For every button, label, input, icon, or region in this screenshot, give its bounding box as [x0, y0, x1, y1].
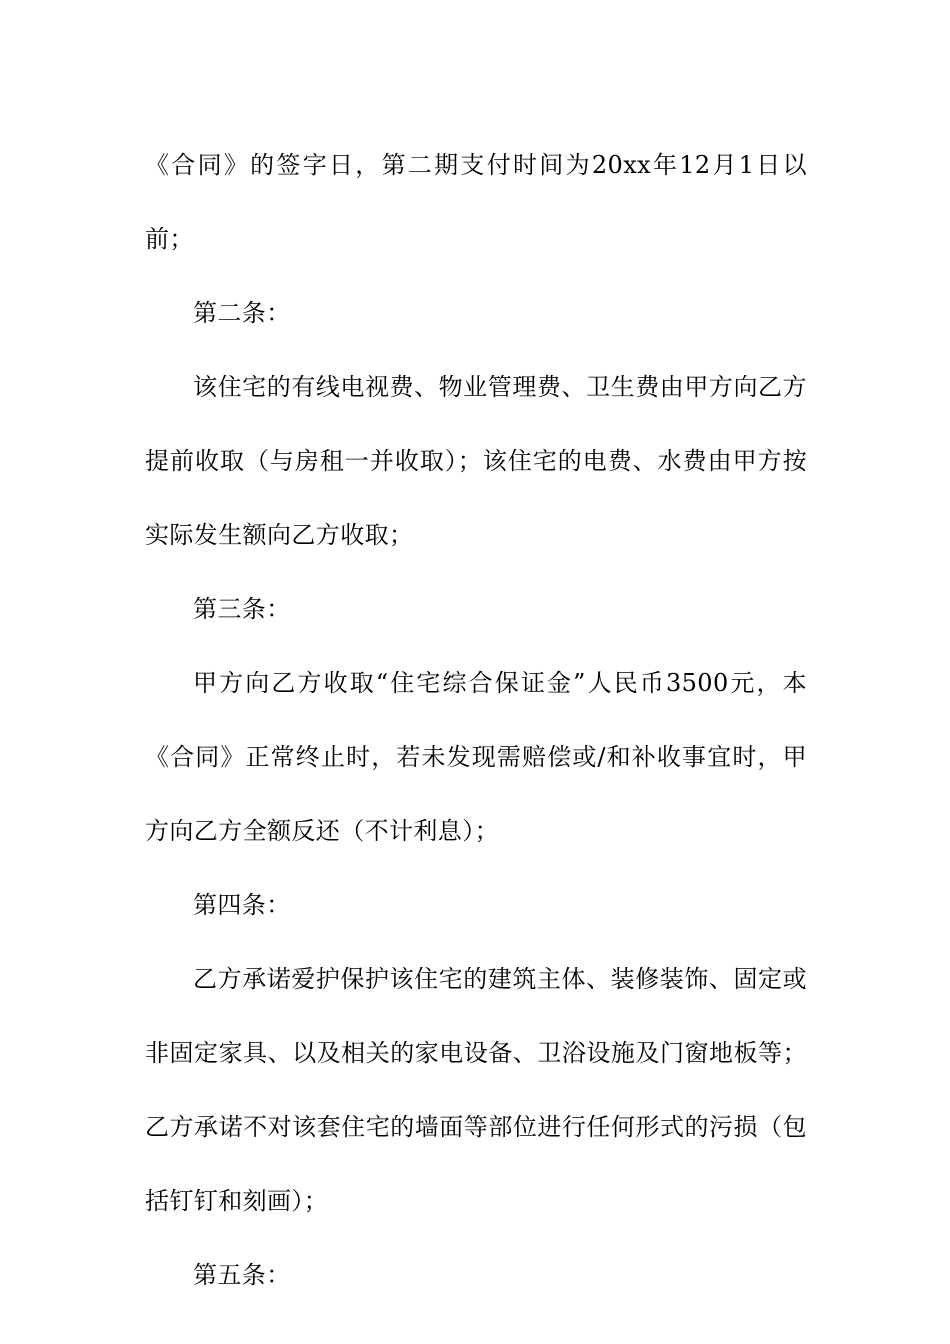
clause-heading-5: 第五条：	[193, 1261, 291, 1289]
clause-4-text: 乙方承诺爱护保护该住宅的建筑主体、装修装饰、固定或非固定家具、以及相关的家电设备、卫浴设施及门窗地板等；乙方承诺不对该套住宅的墙面等部位进行任何形式的污损（包括钉钉和刻画）；	[145, 965, 807, 1215]
paragraph-continuation: 《合同》的签字日，第二期支付时间为20xx年12月1日以前；	[145, 151, 807, 253]
clause-heading-3: 第三条：	[193, 595, 291, 623]
document-body	[145, 128, 807, 1312]
clause-3-text: 甲方向乙方收取“住宅综合保证金”人民币3500元，本《合同》正常终止时，若未发现需赔偿或/和补收事宜时，甲方向乙方全额反还（不计利息）；	[145, 669, 807, 845]
clause-heading-4: 第四条：	[193, 891, 291, 919]
clause-heading-2: 第二条：	[193, 299, 291, 327]
clause-2-text: 该住宅的有线电视费、物业管理费、卫生费由甲方向乙方提前收取（与房租一并收取）；该住宅的电费、水费由甲方按实际发生额向乙方收取；	[145, 373, 807, 549]
